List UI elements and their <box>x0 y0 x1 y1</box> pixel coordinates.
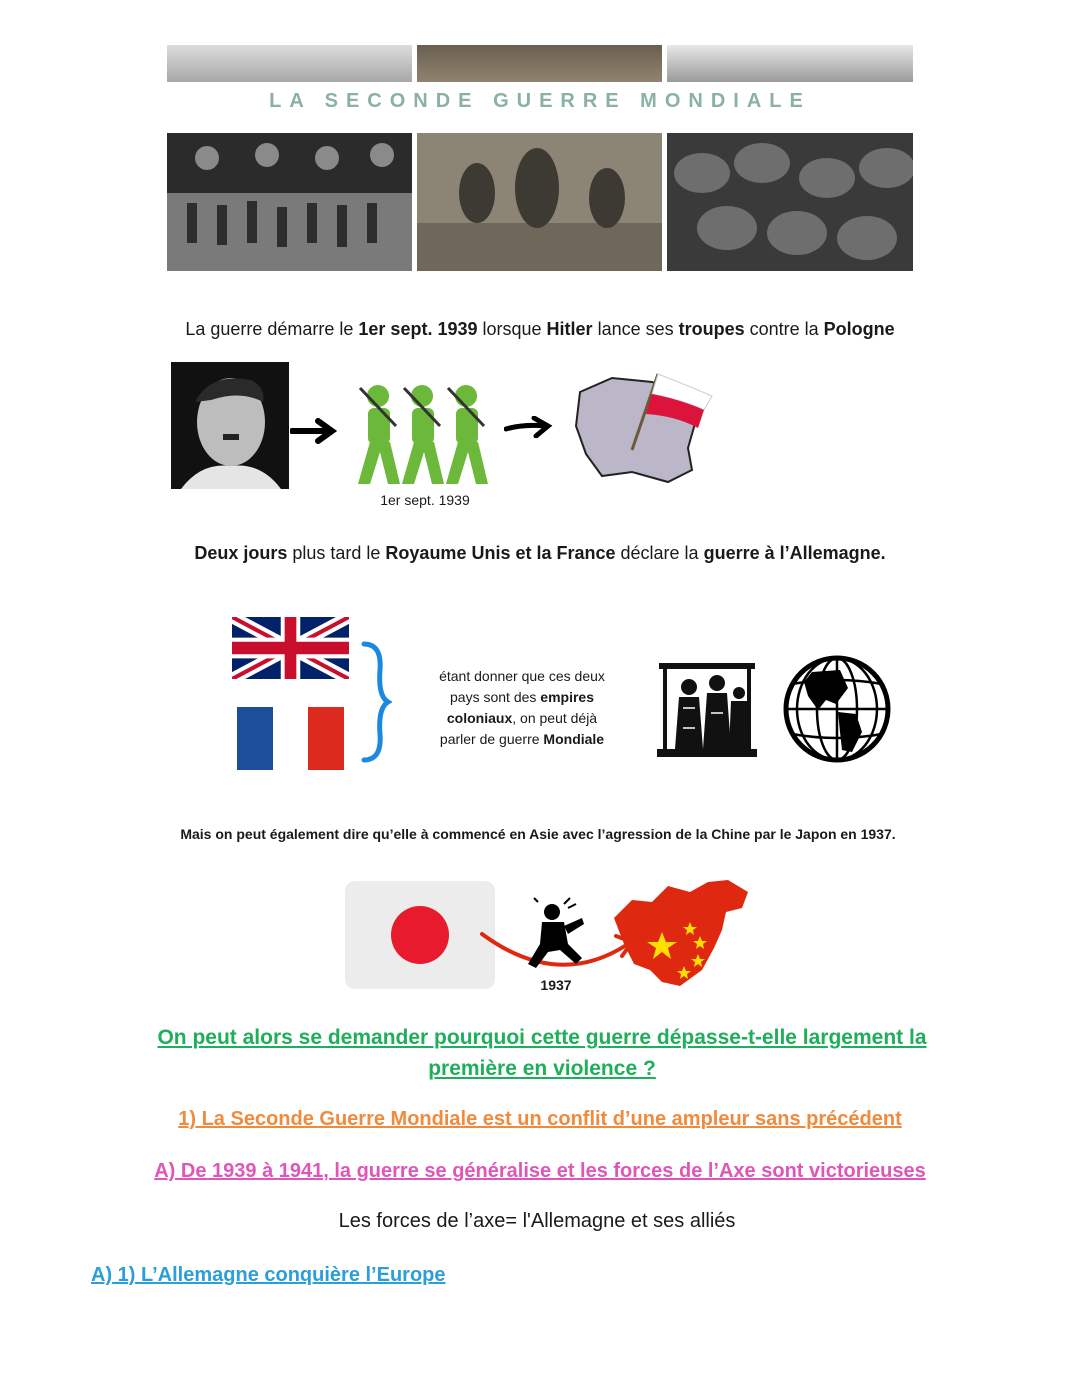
declaration-uk-france: Royaume Unis et la France <box>385 543 616 563</box>
empires-line-3: coloniaux, on peut déjà <box>446 710 598 726</box>
japan-flag-icon <box>345 881 495 989</box>
question-line-2: première en violence ? <box>428 1057 656 1080</box>
declaration-text-2: déclare la <box>615 543 704 563</box>
arrow-right-icon <box>504 416 554 438</box>
soldier-icon <box>352 378 500 490</box>
aggression-figure-icon <box>524 896 588 974</box>
declaration-sentence <box>0 543 1080 564</box>
uk-flag-icon <box>232 617 349 679</box>
intro-troops: troupes <box>678 319 745 339</box>
intro-text-1: La guerre démarre le <box>185 319 359 339</box>
empires-note <box>412 666 632 750</box>
china-map-icon <box>610 878 752 990</box>
empires-line-4: parler de guerre Mondiale <box>439 731 605 747</box>
france-flag-icon <box>237 707 344 770</box>
central-question <box>80 1022 1004 1084</box>
section-1-heading: 1) La Seconde Guerre Mondiale est un conflit d’une ampleur sans précédent <box>178 1108 902 1130</box>
date-label-1939: 1er sept. 1939 <box>380 492 470 508</box>
intro-text-3: lance ses <box>592 319 679 339</box>
portrait-image <box>171 362 289 489</box>
intro-text-4: contre la <box>744 319 824 339</box>
brace-icon <box>360 640 392 764</box>
asia-sentence: Mais on peut également dire qu’elle à commencé en Asie avec l’agression de la Chine par le Japon en 1937. <box>180 826 896 842</box>
poland-map-icon <box>572 370 714 486</box>
declaration-two-days: Deux jours <box>194 543 288 563</box>
declaration-text-1: plus tard le <box>287 543 386 563</box>
section-a-heading: A) De 1939 à 1941, la guerre se généralise et les forces de l’Axe sont victorieuses <box>154 1160 926 1182</box>
intro-poland: Pologne <box>823 319 895 339</box>
intro-date: 1er sept. 1939 <box>358 319 478 339</box>
intro-sentence <box>0 319 1080 340</box>
empires-line-1: étant donner que ces deux <box>439 668 605 684</box>
photo-helmets <box>667 133 913 271</box>
arrow-right-icon <box>290 418 338 444</box>
banner-strip-center <box>417 45 662 82</box>
banner-strip-left <box>167 45 412 82</box>
year-label-1937: 1937 <box>540 977 572 993</box>
declaration-war: guerre à l’Allemagne. <box>703 543 886 563</box>
photo-nazi-parade <box>167 133 412 271</box>
axis-definition: Les forces de l’axe= l'Allemagne et ses alliés <box>338 1210 736 1232</box>
question-line-1: On peut alors se demander pourquoi cette guerre dépasse-t-elle largement la <box>157 1026 927 1049</box>
intro-hitler: Hitler <box>546 319 593 339</box>
photo-soldiers-field <box>417 133 662 271</box>
intro-text-2: lorsque <box>477 319 547 339</box>
colonial-illustration <box>655 653 759 761</box>
banner-strip-right <box>667 45 913 82</box>
section-a1-heading: A) 1) L’Allemagne conquière l’Europe <box>91 1264 446 1286</box>
empires-line-2: pays sont des empires <box>450 689 594 705</box>
page-title: LA SECONDE GUERRE MONDIALE <box>269 90 811 112</box>
globe-icon <box>782 654 892 764</box>
